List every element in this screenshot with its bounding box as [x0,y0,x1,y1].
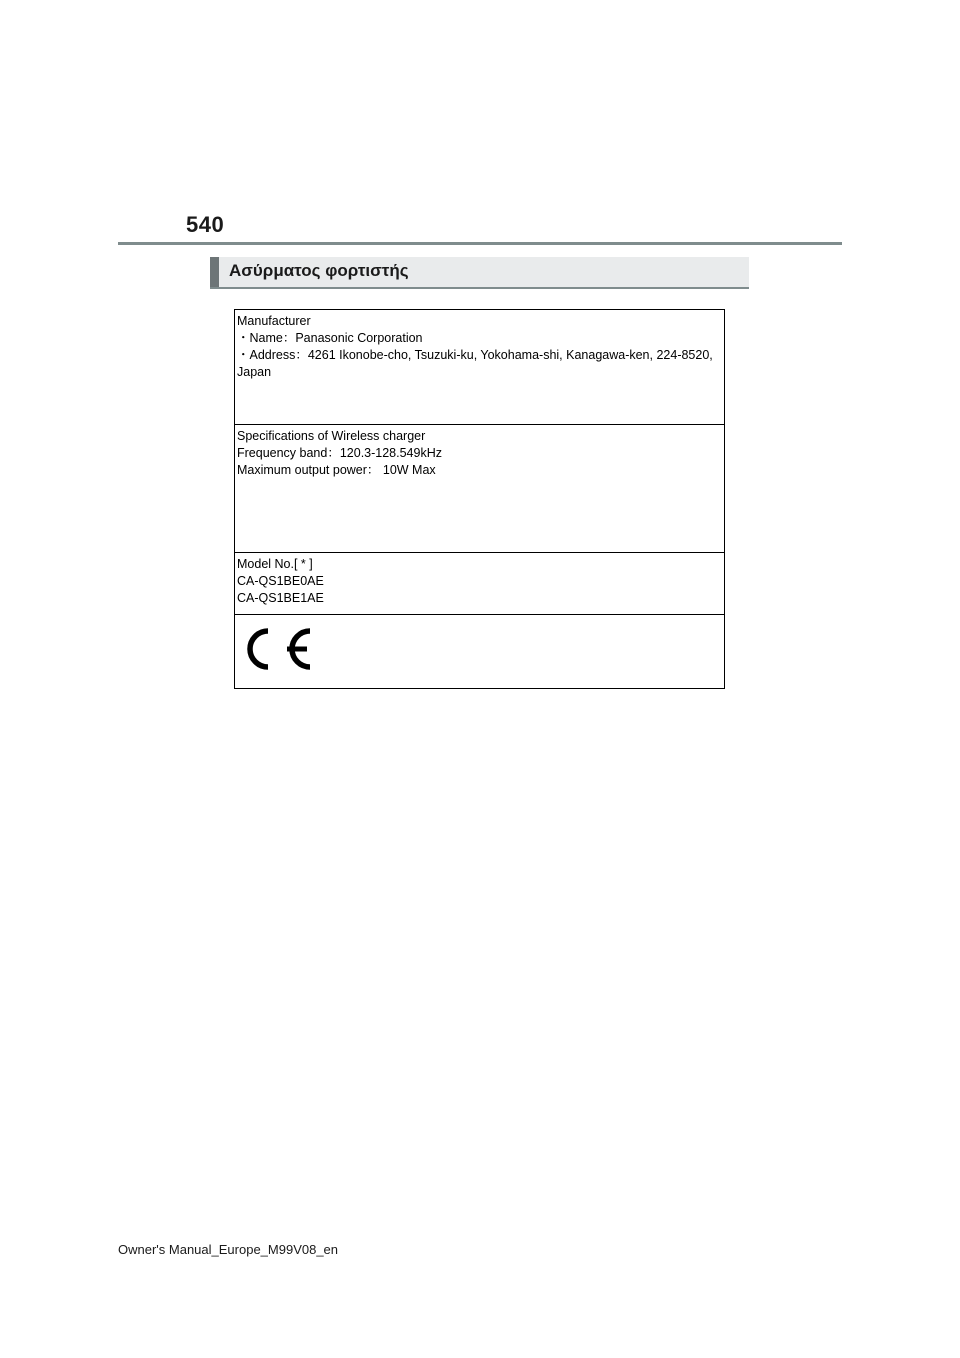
document-footer: Owner's Manual_Europe_M99V08_en [118,1242,339,1257]
table-row-marking [235,615,725,689]
ce-mark-icon [237,618,722,679]
header-rule [118,242,842,245]
table-row-manufacturer [235,310,725,425]
marking-cell [235,615,725,689]
model-number-1: CA-QS1BE0AE [237,574,324,588]
model-number-2: CA-QS1BE1AE [237,591,324,605]
section-bar-accent [210,257,219,287]
model-heading: Model No.[ * ] [237,557,313,571]
section-heading-bar [210,257,749,289]
maximum-output-power: Maximum output power： 10W Max [237,463,436,477]
specification-table [234,309,725,689]
model-cell [235,553,725,615]
section-title: Ασύρματος φορτιστής [229,261,409,280]
manufacturer-cell [235,310,725,425]
frequency-band: Frequency band：120.3-128.549kHz [237,446,442,460]
manufacturer-name: ・Name：Panasonic Corporation [237,331,423,345]
table-row-model [235,553,725,615]
table-row-specifications [235,425,725,553]
page-number: 540 [186,212,225,237]
manufacturer-heading: Manufacturer [237,314,311,328]
specifications-cell [235,425,725,553]
manufacturer-address: ・Address：4261 Ikonobe-cho, Tsuzuki-ku, Yokohama-shi, Kanagawa-ken, 224-8520, Japan [237,348,713,379]
specifications-heading: Specifications of Wireless charger [237,429,426,443]
